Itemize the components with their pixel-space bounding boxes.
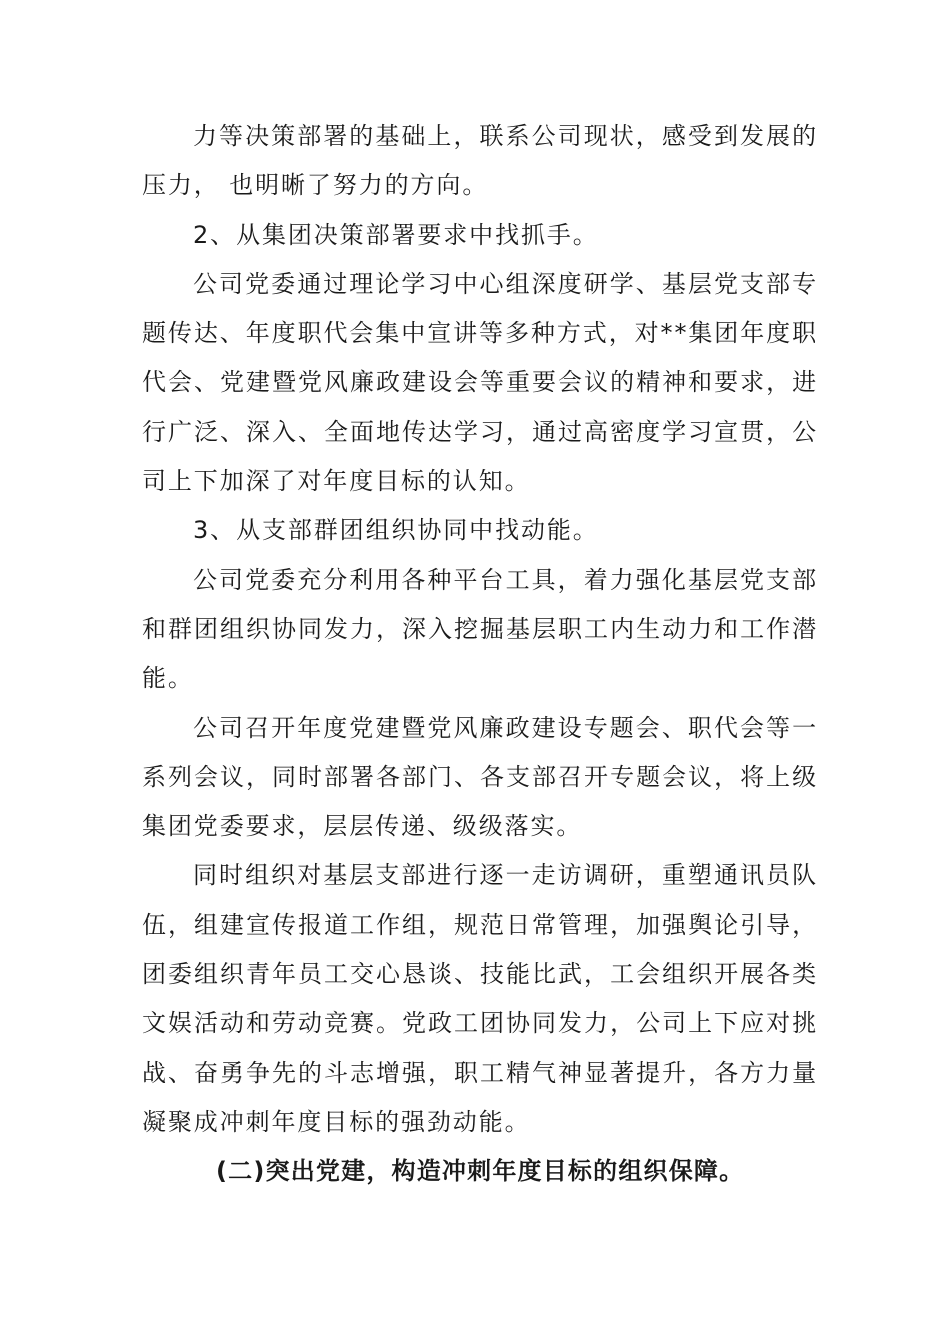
subheading-find-grip: 2、从集团决策部署要求中找抓手。 bbox=[193, 220, 599, 249]
paragraph-decision-deployment: 力等决策部署的基础上，联系公司现状，感受到发展的压力， 也明晰了努力的方向。 bbox=[142, 122, 818, 200]
paragraph-grassroots-visits: 同时组织对基层支部进行逐一走访调研，重塑通讯员队伍，组建宣传报道工作组，规范日常管理，加强舆论引导，团委组织青年员工交心恳谈、技能比武，工会组织开展各类文娱活动和劳动竞赛。党政工团协同发力，公司上下应对挑战、奋勇争先的斗志增强，职工精气神显著提升，各方力量凝聚成冲刺年度目标的强劲动能。 bbox=[142, 861, 818, 1136]
section-heading: (二)突出党建，构造冲刺年度目标的组织保障。 bbox=[216, 1157, 745, 1186]
paragraph-party-study: 公司党委通过理论学习中心组深度研学、基层党支部专题传达、年度职代会集中宣讲等多种方式，对**集团年度职代会、党建暨党风廉政建设会等重要会议的精神和要求，进行广泛、深入、全面地传达学习，通过高密度学习宣贯，公司上下加深了对年度目标的认知。 bbox=[142, 269, 818, 496]
document-page bbox=[142, 112, 818, 1197]
paragraph-meetings: 公司召开年度党建暨党风廉政建设专题会、职代会等一系列会议，同时部署各部门、各支部召开专题会议，将上级集团党委要求，层层传递、级级落实。 bbox=[142, 713, 818, 841]
subheading-find-momentum: 3、从支部群团组织协同中找动能。 bbox=[193, 516, 599, 545]
paragraph-platform-tools: 公司党委充分利用各种平台工具，着力强化基层党支部和群团组织协同发力，深入挖掘基层职工内生动力和工作潜能。 bbox=[142, 565, 818, 693]
